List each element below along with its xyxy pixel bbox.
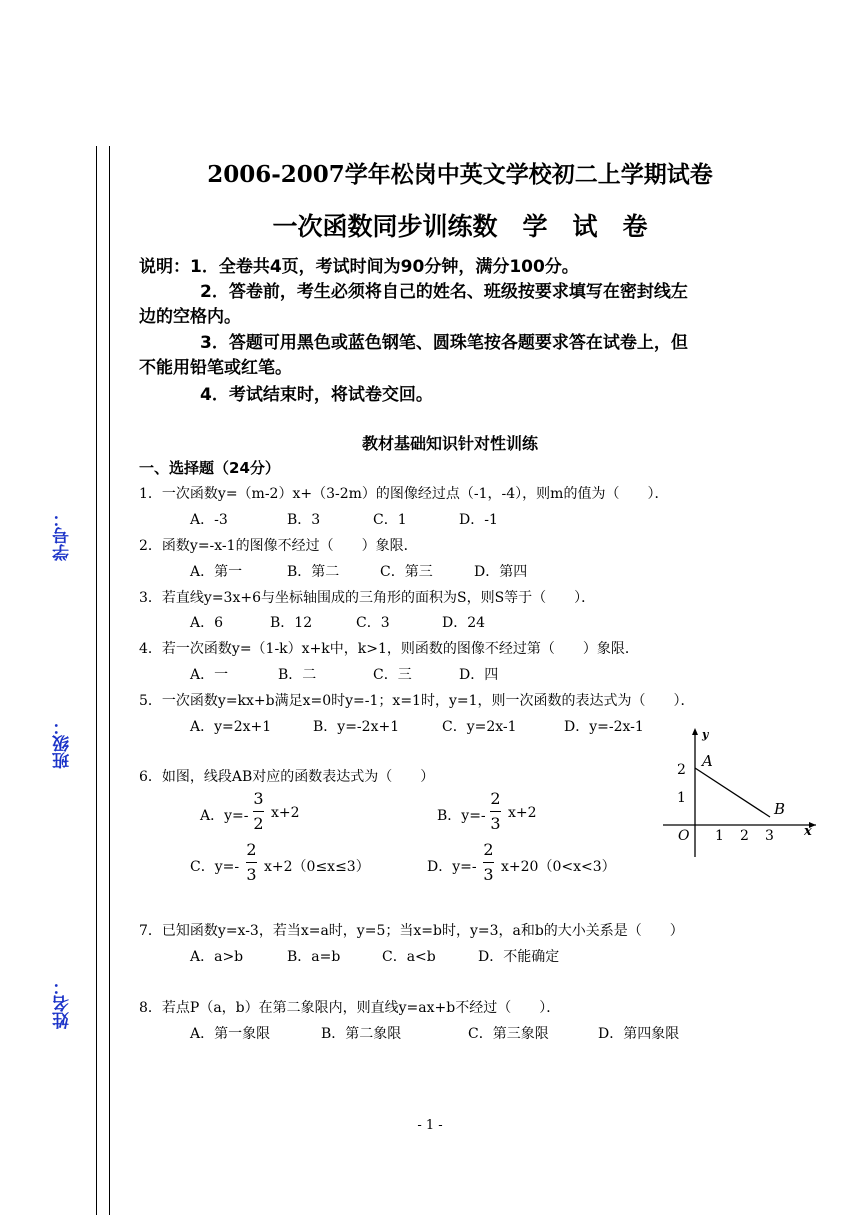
q6-option-b-suffix: x+2 bbox=[508, 805, 537, 821]
q6-option-d-numerator: 2 bbox=[483, 840, 494, 859]
question-4: 4．若一次函数y=（1-k）x+k中，k>1，则函数的图像不经过第（ ）象限． bbox=[139, 641, 639, 657]
segment-ab bbox=[695, 768, 770, 817]
part-title: 一、选择题（24分） bbox=[139, 459, 280, 477]
q2-option-c: C．第三 bbox=[380, 564, 433, 580]
question-3: 3．若直线y=3x+6与坐标轴围成的三角形的面积为S，则S等于（ ）． bbox=[139, 590, 596, 606]
q7-option-c: C．a<b bbox=[382, 949, 436, 965]
q3-option-d: D．24 bbox=[442, 615, 486, 631]
q6-option-d-prefix: D．y=- bbox=[427, 859, 477, 875]
fraction-bar bbox=[246, 862, 257, 863]
q8-option-b: B．第二象限 bbox=[321, 1026, 402, 1042]
y-tick-label: 2 bbox=[677, 762, 686, 778]
x-tick-label: 1 bbox=[715, 828, 724, 844]
q1-option-a: A．-3 bbox=[190, 512, 228, 528]
class-label: 班级： bbox=[53, 718, 73, 769]
q2-option-b: B．第二 bbox=[287, 564, 340, 580]
q7-option-d: D．不能确定 bbox=[478, 949, 560, 965]
q5-option-d: D．y=-2x-1 bbox=[564, 719, 644, 735]
point-a-label: A bbox=[702, 752, 713, 770]
q6-option-c-prefix: C．y=- bbox=[190, 859, 240, 875]
q5-option-b: B．y=-2x+1 bbox=[313, 719, 400, 735]
x-axis-label: x bbox=[804, 824, 812, 839]
point-b-label: B bbox=[774, 800, 786, 818]
q6-option-c-numerator: 2 bbox=[246, 840, 257, 859]
q4-option-c: C．三 bbox=[373, 667, 412, 683]
q2-option-a: A．第一 bbox=[190, 564, 243, 580]
q6-option-b-denominator: 3 bbox=[490, 814, 501, 833]
q7-option-a: A．a>b bbox=[190, 949, 244, 965]
binding-line-outer bbox=[96, 146, 97, 1215]
q6-option-a-numerator: 3 bbox=[253, 789, 264, 808]
x-tick-label: 3 bbox=[765, 828, 774, 844]
name-label: 姓名： bbox=[53, 978, 73, 1029]
instruction-3-cont: 不能用铅笔或红笔。 bbox=[139, 358, 292, 378]
exam-subtitle: 一次函数同步训练数 学 试 卷 bbox=[272, 212, 648, 241]
q7-option-b: B．a=b bbox=[287, 949, 341, 965]
instruction-3: 3．答题可用黑色或蓝色钢笔、圆珠笔按各题要求答在试卷上，但 bbox=[200, 333, 688, 353]
section-title: 教材基础知识针对性训练 bbox=[361, 434, 538, 453]
q3-option-b: B．12 bbox=[270, 615, 313, 631]
q1-option-b: B．3 bbox=[287, 512, 321, 528]
student-number-label: 学号： bbox=[53, 510, 73, 561]
q6-option-a-suffix: x+2 bbox=[271, 805, 300, 821]
q5-option-a: A．y=2x+1 bbox=[190, 719, 272, 735]
origin-label: O bbox=[678, 828, 690, 844]
q6-option-d-fraction bbox=[483, 840, 494, 885]
question-8: 8．若点P（a，b）在第二象限内，则直线y=ax+b不经过（ ）． bbox=[139, 1000, 561, 1016]
y-axis-arrow bbox=[692, 728, 698, 735]
q4-option-d: D．四 bbox=[459, 667, 499, 683]
q6-option-a-prefix: A．y=- bbox=[200, 808, 249, 824]
binding-line-inner bbox=[109, 146, 110, 1215]
fraction-bar bbox=[483, 862, 494, 863]
q6-option-c-denominator: 3 bbox=[246, 865, 257, 884]
q8-option-a: A．第一象限 bbox=[190, 1026, 271, 1042]
q4-option-a: A．一 bbox=[190, 667, 229, 683]
q3-option-c: C．3 bbox=[356, 615, 390, 631]
question-1: 1．一次函数y=（m-2）x+（3-2m）的图像经过点（-1，-4），则m的值为（ ）． bbox=[139, 486, 669, 502]
instruction-2: 2．答卷前，考生必须将自己的姓名、班级按要求填写在密封线左 bbox=[200, 282, 688, 302]
q6-option-d-denominator: 3 bbox=[483, 865, 494, 884]
q6-option-a-denominator: 2 bbox=[253, 814, 264, 833]
instruction-2-cont: 边的空格内。 bbox=[139, 307, 241, 327]
q6-option-b-prefix: B．y=- bbox=[437, 808, 486, 824]
instruction-4: 4．考试结束时，将试卷交回。 bbox=[200, 385, 433, 405]
question-7: 7．已知函数y=x-3，若当x=a时，y=5；当x=b时，y=3，a和b的大小关系是（ ） bbox=[139, 923, 684, 939]
q8-option-c: C．第三象限 bbox=[468, 1026, 549, 1042]
page-number: - 1 - bbox=[417, 1118, 443, 1133]
question-5: 5．一次函数y=kx+b满足x=0时y=-1；x=1时，y=1，则一次函数的表达式为（ ）． bbox=[139, 693, 695, 709]
q6-option-d-suffix: x+20（0<x<3） bbox=[501, 859, 616, 875]
fraction-bar bbox=[253, 811, 264, 812]
x-tick-label: 2 bbox=[740, 828, 749, 844]
q8-option-d: D．第四象限 bbox=[598, 1026, 680, 1042]
q6-option-b-fraction bbox=[490, 789, 501, 834]
q5-option-c: C．y=2x-1 bbox=[442, 719, 517, 735]
instruction-1: 说明：1．全卷共4页，考试时间为90分钟，满分100分。 bbox=[139, 257, 579, 277]
q2-option-d: D．第四 bbox=[474, 564, 528, 580]
question-2: 2．函数y=-x-1的图像不经过（ ）象限． bbox=[139, 538, 418, 554]
y-axis-label: y bbox=[702, 728, 709, 741]
q3-option-a: A．6 bbox=[190, 615, 224, 631]
q6-option-a-fraction bbox=[253, 789, 264, 834]
q6-option-c-suffix: x+2（0≤x≤3） bbox=[264, 859, 370, 875]
q6-option-b-numerator: 2 bbox=[490, 789, 501, 808]
question-6: 6．如图，线段AB对应的函数表达式为（ ） bbox=[139, 769, 435, 785]
q1-option-c: C．1 bbox=[373, 512, 407, 528]
fraction-bar bbox=[490, 811, 501, 812]
y-tick-label: 1 bbox=[677, 790, 686, 806]
q1-option-d: D．-1 bbox=[459, 512, 498, 528]
exam-title: 2006-2007学年松岗中英文学校初二上学期试卷 bbox=[207, 161, 713, 188]
q6-option-c-fraction bbox=[246, 840, 257, 885]
q4-option-b: B．二 bbox=[278, 667, 317, 683]
line-segment-graph bbox=[658, 722, 818, 862]
